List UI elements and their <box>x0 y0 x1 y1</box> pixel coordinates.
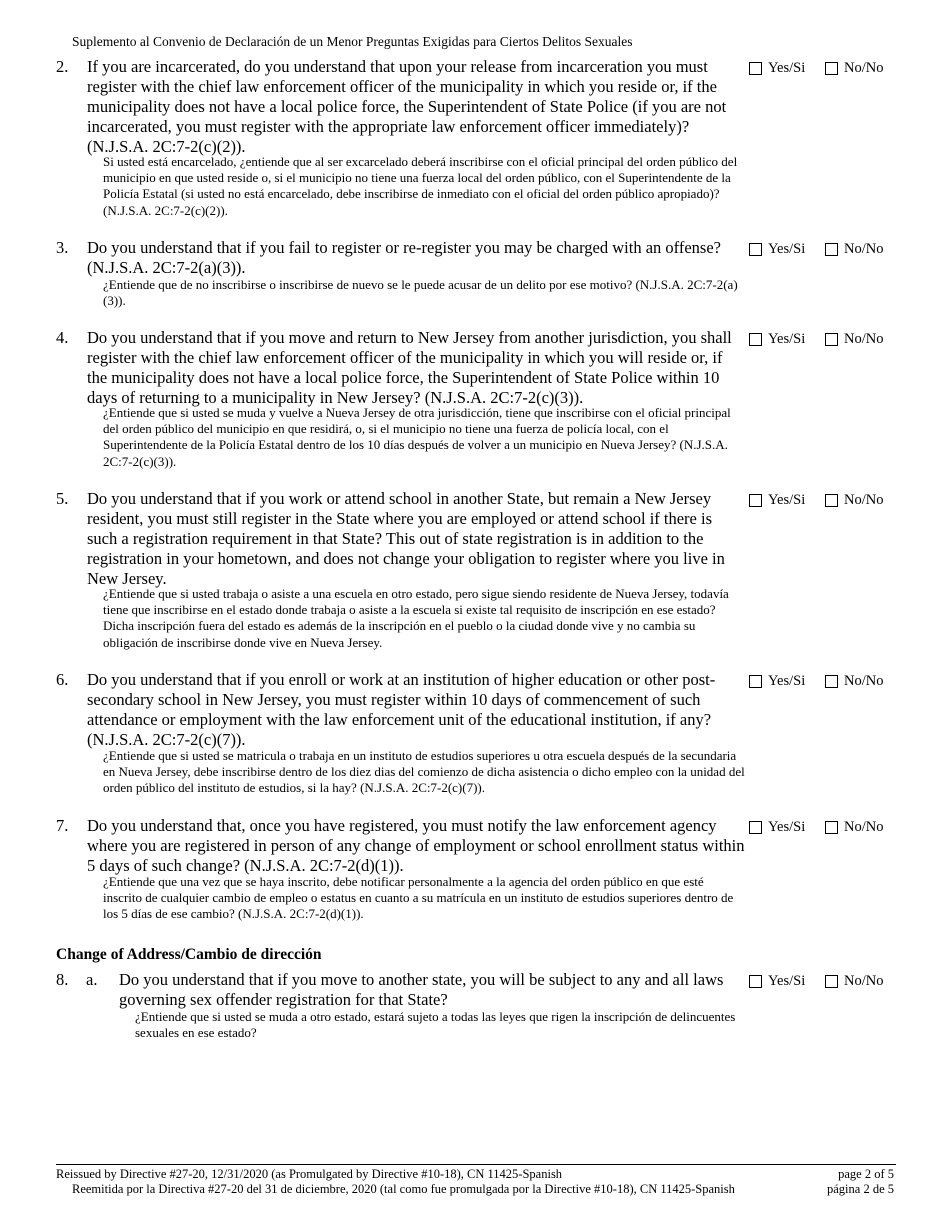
checkbox-icon[interactable] <box>749 494 762 507</box>
checkbox-icon[interactable] <box>825 333 838 346</box>
question-text-es: ¿Entiende que de no inscribirse o inscribirse de nuevo se le puede acusar de un delito por ese motivo? (N.J.S.A. 2C:7-2(a)(3)). <box>103 277 738 309</box>
question-number: 6. <box>56 670 69 689</box>
no-checkbox[interactable] <box>825 490 883 510</box>
no-label: No/No <box>844 330 884 347</box>
yes-label: Yes/Si <box>768 59 806 76</box>
question-number: 8. <box>56 970 69 989</box>
yes-checkbox[interactable] <box>749 817 805 837</box>
checkbox-icon[interactable] <box>825 62 838 75</box>
no-checkbox[interactable] <box>825 58 883 78</box>
no-checkbox[interactable] <box>825 671 883 691</box>
checkbox-icon[interactable] <box>749 333 762 346</box>
yes-checkbox[interactable] <box>749 58 805 78</box>
question-text-es: Si usted está encarcelado, ¿entiende que al ser excarcelado deberá inscribirse con el oficial principal del orden público del municipio en que usted reside o, si el municipio no tiene una fuerza local del orden público, con el Superintendente de la Policía Estatal (si usted no está encarcelado, debe inscribirse de inmediato con el oficial del orden público apropiado)? (N.J.S.A. 2C:7-2(c)(2)). <box>103 154 738 218</box>
page-number-es: página 2 de 5 <box>827 1182 894 1196</box>
checkbox-icon[interactable] <box>825 975 838 988</box>
checkbox-icon[interactable] <box>825 675 838 688</box>
no-checkbox[interactable] <box>825 329 883 349</box>
question-number: 5. <box>56 489 69 508</box>
question-text-en: Do you understand that if you enroll or work at an institution of higher education or other post-secondary school in New Jersey, you must register within 10 days of commencement of such attendance or employment with the law enforcement unit of the educational institution, if any? (N.J.S.A. 2C:7-2(c)(7)). <box>87 670 716 749</box>
sub-question-letter: a. <box>86 970 98 989</box>
question-text-en: If you are incarcerated, do you understand that upon your release from incarceration you must register with the chief law enforcement officer of the municipality in which you reside or, if the municipality does not have a local police force, the Superintendent of State Police (if you are not incarcerated, you must register with the appropriate law enforcement officer immediately)? (N.J.S.A. 2C:7-2(c)(2)). <box>87 57 727 156</box>
yes-label: Yes/Si <box>768 672 806 689</box>
yes-label: Yes/Si <box>768 491 806 508</box>
answer-options <box>749 971 899 991</box>
checkbox-icon[interactable] <box>749 975 762 988</box>
question-number: 4. <box>56 328 69 347</box>
checkbox-icon[interactable] <box>749 821 762 834</box>
yes-checkbox[interactable] <box>749 971 805 991</box>
yes-label: Yes/Si <box>768 240 806 257</box>
answer-options <box>749 239 899 259</box>
no-checkbox[interactable] <box>825 817 883 837</box>
question-text-es: ¿Entiende que si usted se muda y vuelve a Nueva Jersey de otra jurisdicción, tiene que inscribirse con el oficial principal del orden público del municipio en que residirá, o, si el municipio no tiene una fuerza de policía local, con el Superintendente de la Policía Estatal dentro de los 10 días después de volver a un municipio en Nueva Jersey? (N.J.S.A. 2C:7-2(c)(3)). <box>103 405 731 469</box>
page-number-en: page 2 of 5 <box>838 1167 894 1181</box>
question-text-es: ¿Entiende que una vez que se haya inscrito, debe notificar personalmente a la agencia del orden público en que esté inscrito de cualquier cambio de empleo o estatus en cuanto a su matrícula en un instituto de estudios superiores dentro de los 5 días de ese cambio? (N.J.S.A. 2C:7-2(d)(1)). <box>103 874 734 922</box>
no-label: No/No <box>844 972 884 989</box>
footer-reissue-en: Reissued by Directive #27-20, 12/31/2020 (as Promulgated by Directive #10-18), CN 11425-Spanish <box>56 1167 563 1181</box>
checkbox-icon[interactable] <box>825 821 838 834</box>
yes-checkbox[interactable] <box>749 239 805 259</box>
answer-options <box>749 671 899 691</box>
question-text-es: ¿Entiende que si usted se muda a otro estado, estará sujeto a todas las leyes que rigen la inscripción de delincuentes sexuales en ese estado? <box>135 1009 736 1041</box>
yes-label: Yes/Si <box>768 818 806 835</box>
footer-divider <box>56 1164 896 1165</box>
question-text-es: ¿Entiende que si usted trabaja o asiste a una escuela en otro estado, pero sigue siendo residente de Nueva Jersey, todavía tiene que inscribirse en el estado donde trabaja o asiste a la escuela si existe tal requisito de inscripción en ese estado? Dicha inscripción fuera del estado es además de la inscripción en el pueblo o la ciudad donde vive y no cambia su obligación de inscribirse donde vive en Nueva Jersey. <box>103 586 729 650</box>
no-checkbox[interactable] <box>825 239 883 259</box>
no-label: No/No <box>844 818 884 835</box>
question-text-en: Do you understand that if you work or attend school in another State, but remain a New Jersey resident, you must still register in the State where you are employed or attend school if there is such a registration requirement in that State? This out of state registration is in addition to the registration in your hometown, and does not change your obligation to register where you live in New Jersey. <box>87 489 725 588</box>
answer-options <box>749 817 899 837</box>
question-text-en: Do you understand that if you fail to register or re-register you may be charged with an offense? (N.J.S.A. 2C:7-2(a)(3)). <box>87 238 721 277</box>
footer-reissue-es: Reemitida por la Directiva #27-20 del 31 de diciembre, 2020 (tal como fue promulgada por la Directive #10-18), CN 11425-Spanish <box>72 1182 735 1196</box>
yes-label: Yes/Si <box>768 330 806 347</box>
checkbox-icon[interactable] <box>749 243 762 256</box>
answer-options <box>749 58 899 78</box>
no-label: No/No <box>844 672 884 689</box>
no-label: No/No <box>844 491 884 508</box>
question-number: 3. <box>56 238 69 257</box>
no-label: No/No <box>844 59 884 76</box>
section-heading: Change of Address/Cambio de dirección <box>56 946 322 963</box>
no-checkbox[interactable] <box>825 971 883 991</box>
yes-label: Yes/Si <box>768 972 806 989</box>
checkbox-icon[interactable] <box>749 62 762 75</box>
page-header: Suplemento al Convenio de Declaración de un Menor Preguntas Exigidas para Ciertos Delitos Sexuales <box>72 34 633 49</box>
question-text-en: Do you understand that if you move and return to New Jersey from another jurisdiction, you shall register with the chief law enforcement officer of the municipality in which you will reside or, if the municipality does not have a local police force, the Superintendent of State Police within 10 days of returning to a municipality in New Jersey? (N.J.S.A. 2C:7-2(c)(3)). <box>87 328 732 407</box>
question-text-en: Do you understand that if you move to another state, you will be subject to any and all laws governing sex offender registration for that State? <box>119 970 724 1009</box>
yes-checkbox[interactable] <box>749 671 805 691</box>
checkbox-icon[interactable] <box>749 675 762 688</box>
yes-checkbox[interactable] <box>749 329 805 349</box>
no-label: No/No <box>844 240 884 257</box>
question-number: 7. <box>56 816 69 835</box>
question-text-es: ¿Entiende que si usted se matricula o trabaja en un instituto de estudios superiores u otra escuela después de la secundaria en Nueva Jersey, debe inscribirse dentro de los diez dias del comienzo de dicha asistencia o dicho empleo con la unidad del orden público del instituto de estudios, si la hay? (N.J.S.A. 2C:7-2(c)(7)). <box>103 748 745 796</box>
checkbox-icon[interactable] <box>825 243 838 256</box>
question-text-en: Do you understand that, once you have registered, you must notify the law enforcement agency where you are registered in person of any change of employment or school enrollment status within 5 days of such change? (N.J.S.A. 2C:7-2(d)(1)). <box>87 816 745 875</box>
question-number: 2. <box>56 57 69 76</box>
answer-options <box>749 329 899 349</box>
answer-options <box>749 490 899 510</box>
yes-checkbox[interactable] <box>749 490 805 510</box>
checkbox-icon[interactable] <box>825 494 838 507</box>
